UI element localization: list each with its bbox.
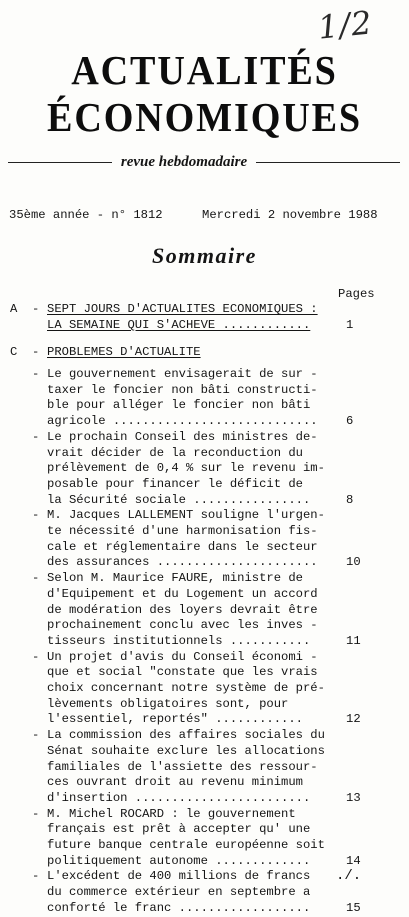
list-item-line: choix concernant notre système de pré- — [47, 681, 325, 695]
subtitle-rule-left — [8, 162, 112, 163]
list-item-line: tisseurs institutionnels ........... — [47, 633, 311, 648]
list-item-line: ble pour alléger le foncier non bâti — [47, 398, 311, 413]
item-dash: - — [32, 869, 40, 884]
subtitle: revue hebdomadaire — [120, 154, 248, 170]
continuation-mark: ./. — [336, 868, 362, 884]
list-item-line: taxer le foncier non bâti constructi- — [47, 382, 318, 397]
list-item-line: prochainement conclu avec les inves - — [47, 618, 318, 633]
section-heading-line: SEPT JOURS D'ACTUALITES ECONOMIQUES : — [47, 302, 318, 316]
issue-number: 35ème année - n° 1812 — [9, 208, 163, 222]
item-dash: - — [32, 806, 40, 821]
list-item-line: prélèvement de 0,4 % sur le revenu im- — [47, 461, 325, 476]
list-item-line: français est prêt à accepter qu' une — [47, 822, 311, 837]
list-item-line: cale et réglementaire dans le secteur — [47, 539, 318, 554]
pages-column-header: Pages — [338, 287, 375, 301]
item-dash: - — [32, 649, 40, 664]
page-number: 12 — [346, 712, 361, 727]
list-item-line: familiales de l'assiette des ressour- — [47, 759, 318, 774]
list-item-line: que et social "constate que les vrais — [47, 665, 318, 680]
subtitle-row — [8, 152, 400, 172]
list-item-line: d'insertion ........................ — [47, 790, 311, 805]
item-dash: - — [32, 571, 40, 586]
list-item-line: conforté le franc .................. — [47, 900, 311, 915]
page-number: 15 — [346, 900, 361, 915]
item-dash: - — [32, 508, 40, 523]
list-item-line: agricole ............................ — [47, 414, 318, 429]
list-item-line: Le prochain Conseil des ministres de- — [47, 429, 318, 444]
list-item-line: La commission des affaires sociales du — [47, 728, 325, 743]
subtitle-rule-right — [256, 162, 400, 163]
item-dash: - — [32, 429, 40, 444]
list-item-line: du commerce extérieur en septembre a — [47, 885, 311, 900]
section-heading: PROBLEMES D'ACTUALITE — [47, 345, 201, 359]
list-item-line: M. Jacques LALLEMENT souligne l'urgen- — [47, 508, 325, 523]
list-item-line: M. Michel ROCARD : le gouvernement — [47, 806, 296, 821]
list-item-line: L'excédent de 400 millions de francs — [47, 869, 311, 884]
page-number: 13 — [346, 790, 361, 805]
list-item-line: future banque centrale européenne soit — [47, 838, 325, 852]
item-dash: - — [32, 728, 40, 743]
page-number: 10 — [346, 555, 361, 570]
section-letter: A — [10, 302, 18, 316]
list-item-line: la Sécurité sociale ................ — [47, 492, 311, 507]
page-number: 11 — [346, 633, 361, 648]
list-item-line: Selon M. Maurice FAURE, ministre de — [47, 571, 303, 586]
page-number: 14 — [346, 853, 361, 868]
list-item-line: te nécessité d'une harmonisation fis- — [47, 524, 318, 538]
list-item-line: politiquement autonome ............. — [47, 853, 311, 868]
page-number: 1 — [346, 317, 354, 332]
list-item-line: ces ouvrant droit au revenu minimum — [47, 775, 303, 790]
item-dash: - — [32, 367, 40, 381]
list-item-line: lèvements obligatoires sont, pour — [47, 696, 289, 711]
contents-heading: Sommaire — [152, 243, 257, 268]
list-item-line: Le gouvernement envisagerait de sur - — [47, 367, 318, 381]
issue-date: Mercredi 2 novembre 1988 — [202, 208, 378, 222]
page-number: 8 — [346, 492, 354, 507]
list-item-line: Un projet d'avis du Conseil économi - — [47, 649, 318, 664]
list-item-line: des assurances ...................... — [47, 555, 318, 570]
list-item-line: posable pour financer le déficit de — [47, 476, 303, 491]
list-item-line: d'Equipement et du Logement un accord — [47, 586, 318, 601]
section-letter: C — [10, 345, 18, 359]
list-item-line: Sénat souhaite exclure les allocations — [47, 743, 325, 758]
list-item-line: l'essentiel, reportés" ............ — [47, 712, 303, 727]
section-dash: - — [32, 302, 40, 316]
page-number: 6 — [346, 414, 354, 429]
masthead-title-line2: ÉCONOMIQUES — [47, 94, 362, 140]
list-item-line: vrait décider de la reconduction du — [47, 445, 303, 460]
handwritten-page-note: 1/2 — [316, 3, 375, 47]
section-dash: - — [32, 345, 40, 359]
masthead-title-line1: ACTUALITÉS — [71, 47, 338, 93]
list-item-line: de modération des loyers devrait être — [47, 602, 318, 617]
section-heading-line: LA SEMAINE QUI S'ACHEVE ............ — [47, 317, 311, 332]
